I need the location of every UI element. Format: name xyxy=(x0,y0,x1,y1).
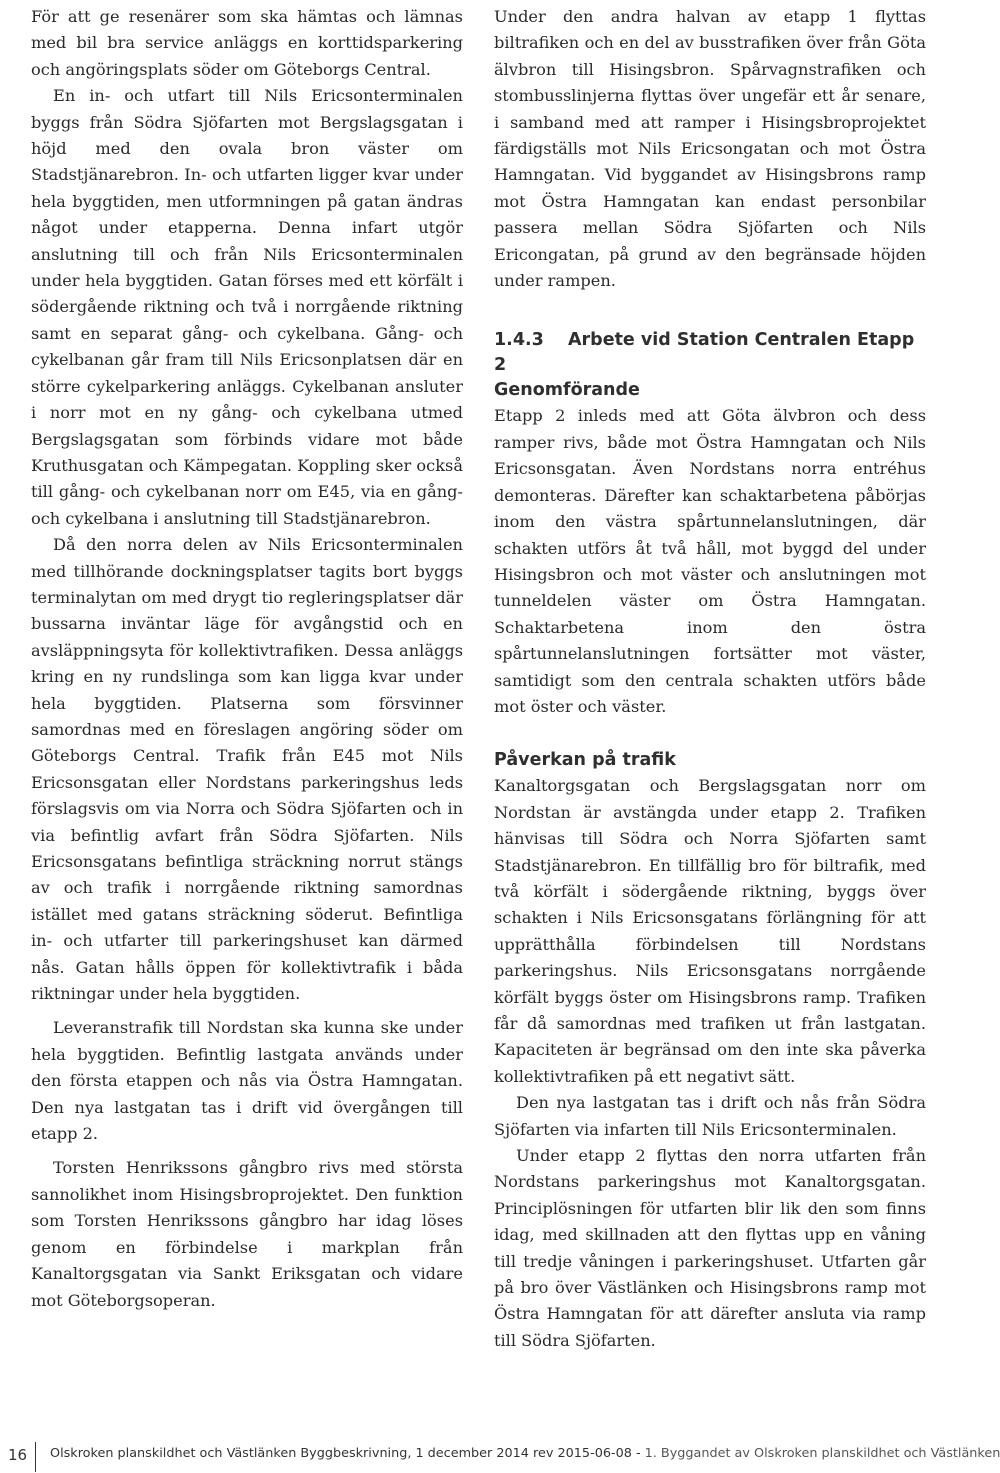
paragraph: För att ge resenärer som ska hämtas och lämnas med bil bra service anläggs en korttidsparkering och angöringsplats söder om Göteborgs Central. xyxy=(31,7,463,79)
section-title: Arbete vid Station Centralen Etapp 2 xyxy=(494,330,915,376)
paragraph: Leveranstrafik till Nordstan ska kunna ske under hela byggtiden. Befintlig lastgata används under den första etappen och nås via Östra Hamngatan. Den nya lastgatan tas i drift vid övergången till etapp 2. xyxy=(31,1018,463,1144)
subheading-paverkan: Påverkan på trafik xyxy=(494,750,676,771)
right-text-column xyxy=(494,4,926,1354)
page-number: 16 xyxy=(8,1446,28,1464)
paragraph: Etapp 2 inleds med att Göta älvbron och dess ramper rivs, både mot Östra Hamngatan och Nils Ericsonsgatan. Även Nordstans norra entréhus demonteras. Därefter kan schaktarbetena påbörjas inom den västra spårtunnelanslutningen, där schakten utförs åt två håll, mot byggd del under Hisingsbron och mot väster och anslutningen mot tunneldelen väster om Östra Hamngatan. Schaktarbetena inom den östra spårtunnelanslutningen fortsätter mot väster, samtidigt som den centrala schakten utförs både mot öster och väster. xyxy=(494,406,926,716)
footer-text xyxy=(50,1446,1000,1461)
paragraph: Kanaltorgsgatan och Bergslagsgatan norr om Nordstan är avstängda under etapp 2. Trafiken hänvisas till Södra och Norra Sjöfarten samt Stadstjänarebron. En tillfällig bro för biltrafik, med två körfält i södergående riktning, byggs över schakten i Nils Ericsonsgatans förlängning för att upprätthålla förbindelsen till Nordstans parkeringshus. Nils Ericsonsgatans norrgående körfält byggs öster om Hisingsbrons ramp. Trafiken får då samordnas med trafiken ut från lastgatan. Kapaciteten är begränsad om den inte ska påverka kollektivtrafiken på ett negativt sätt. xyxy=(494,776,926,1086)
left-text-column xyxy=(31,4,463,1314)
paragraph: Då den norra delen av Nils Ericsonterminalen med tillhörande dockningsplatser tagits bort byggs terminalytan om med drygt tio regleringsplatser där bussarna inväntar läge för avgångstid och en avsläppningsyta för kollektivtrafiken. Dessa anläggs kring en ny rundslinga som kan ligga kvar under hela byggtiden. Platserna som försvinner samordnas med en föreslagen angöring söder om Göteborgs Central. Trafik från E45 mot Nils Ericsonsgatan eller Nordstans parkeringshus leds förslagsvis om via Norra och Södra Sjöfarten och in via befintlig avfart från Södra Sjöfarten. Nils Ericsonsgatans befintliga sträckning norrut stängs av och trafik i norrgående riktning samordnas istället med gatans sträckning söderut. Befintliga in- och utfarter till parkeringshuset kan därmed nås. Gatan hålls öppen för kollektivtrafik i båda riktningar under hela byggtiden. xyxy=(31,535,463,1004)
footer-divider xyxy=(35,1442,36,1472)
chapter-title: 1. Byggandet av Olskroken planskildhet och Västlänken xyxy=(644,1446,1000,1461)
paragraph: Torsten Henrikssons gångbro rivs med största sannolikhet inom Hisingsbroprojektet. Den funktion som Torsten Henrikssons gångbro har idag löses genom en förbindelse i markplan från Kanaltorgsgatan via Sankt Eriksgatan och vidare mot Göteborgsoperan. xyxy=(31,1158,463,1310)
section-number: 1.4.3 xyxy=(494,330,544,351)
paragraph: Under etapp 2 flyttas den norra utfarten från Nordstans parkeringshus mot Kanaltorgsgatan. Principlösningen för utfarten blir lik den som finns idag, med skillnaden att den flyttas upp en våning till tredje våningen i parkeringshuset. Utfarten går på bro över Västlänken och Hisingsbrons ramp mot Östra Hamngatan för att därefter ansluta via ramp till Södra Sjöfarten. xyxy=(494,1146,926,1350)
paragraph: Den nya lastgatan tas i drift och nås från Södra Sjöfarten via infarten till Nils Ericsonterminalen. xyxy=(494,1093,926,1139)
page-footer xyxy=(0,1430,1000,1470)
paragraph: Under den andra halvan av etapp 1 flyttas biltrafiken och en del av busstrafiken över från Göta älvbron till Hisingsbron. Spårvagnstrafiken och stombusslinjerna flyttas över ungefär ett år senare, i samband med att ramper i Hisingsbroprojektet färdigställs mot Nils Ericsongatan och mot Östra Hamngatan. Vid byggandet av Hisingsbrons ramp mot Östra Hamngatan kan endast personbilar passera mellan Södra Sjöfarten och Nils Ericongatan, på grund av den begränsade höjden under rampen. xyxy=(494,7,926,291)
paragraph: En in- och utfart till Nils Ericsonterminalen byggs från Södra Sjöfarten mot Bergslagsgatan i höjd med den ovala bron väster om Stadstjänarebron. In- och utfarten ligger kvar under hela byggtiden, men utformningen på gatan ändras något under etapperna. Denna infart utgör anslutning till och från Nils Ericsonterminalen under hela byggtiden. Gatan förses med ett körfält i södergående riktning och två i norrgående riktning samt en separat gång- och cykelbana. Gång- och cykelbanan går fram till Nils Ericsonplatsen där en större cykelparkering anläggs. Cykelbanan ansluter i norr mot en ny gång- och cykelbana utmed Bergslagsgatan som förbinds vidare mot både Kruthusgatan och Kämpegatan. Koppling sker också till gång- och cykelbanan norr om E45, via en gång- och cykelbana i anslutning till Stadstjänarebron. xyxy=(31,86,463,528)
section-heading xyxy=(494,328,926,378)
subheading-genomforande: Genomförande xyxy=(494,380,640,401)
document-title: Olskroken planskildhet och Västlänken Byggbeskrivning, 1 december 2014 rev 2015-06-08 - xyxy=(50,1446,641,1461)
